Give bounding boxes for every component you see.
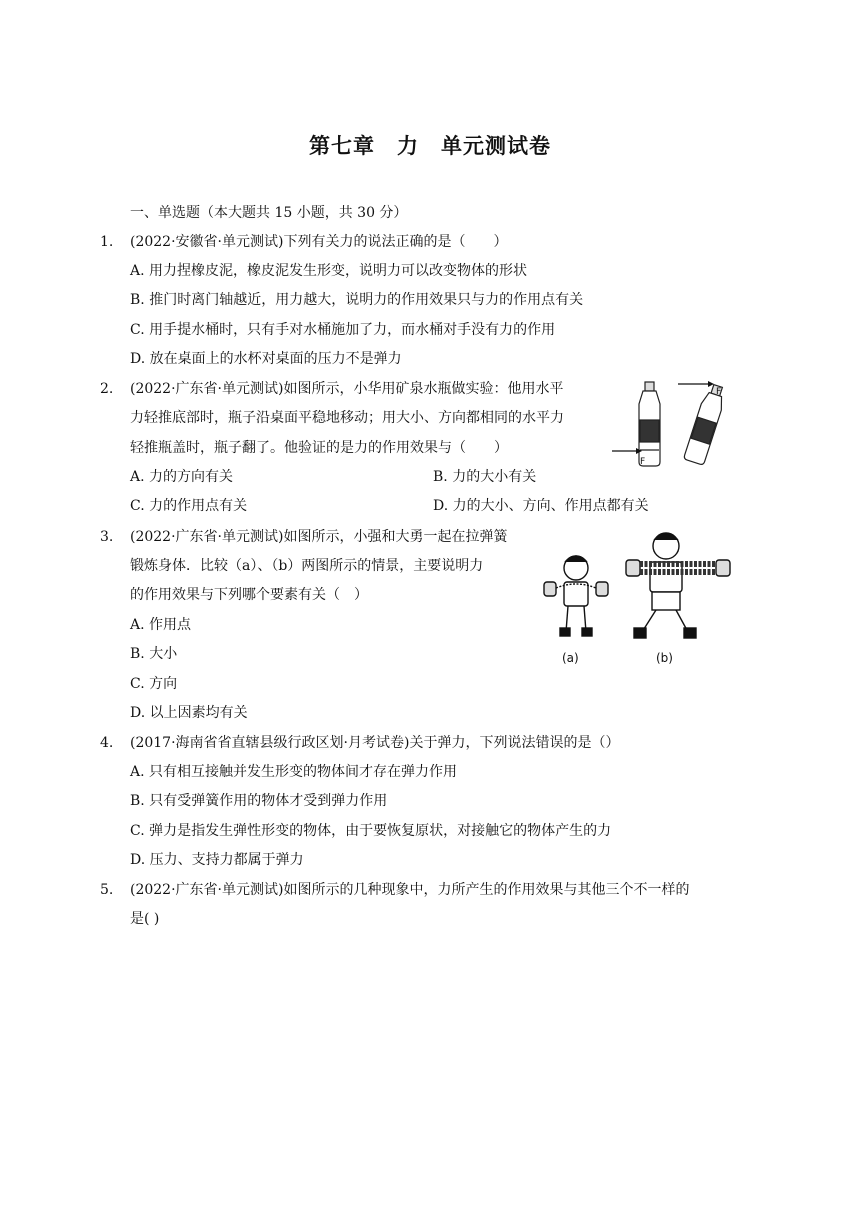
force-label-bottom: F xyxy=(640,457,646,467)
q1-stem: (2022·安徽省·单元测试)下列有关力的说法正确的是（ ） xyxy=(130,234,508,250)
q2-number: 2. xyxy=(100,381,114,397)
q4-option-c: C. 弹力是指发生弹性形变的物体，由于要恢复原状，对接触它的物体产生的力 xyxy=(130,823,612,839)
q3-stem-line1: (2022·广东省·单元测试)如图所示，小强和大勇一起在拉弹簧 xyxy=(130,529,508,545)
q2-stem-line3: 轻推瓶盖时，瓶子翻了。他验证的是力的作用效果与（ ） xyxy=(130,440,508,456)
section-heading: 一、单选题（本大题共 15 小题，共 30 分） xyxy=(130,205,408,221)
force-label-top: F xyxy=(716,387,722,397)
q3-stem-line2: 锻炼身体．比较（a）、（b）两图所示的情景，主要说明力 xyxy=(130,558,484,574)
q3-option-c: C. 方向 xyxy=(130,676,178,692)
q1-option-b: B. 推门时离门轴越近，用力越大，说明力的作用效果只与力的作用点有关 xyxy=(130,292,584,308)
tilted-bottle-image xyxy=(683,383,728,466)
q1-option-a: A. 用力捏橡皮泥，橡皮泥发生形变，说明力可以改变物体的形状 xyxy=(130,263,528,279)
bottle-figure xyxy=(610,378,735,470)
q3-option-d: D. 以上因素均有关 xyxy=(130,705,248,721)
q2-option-b: B. 力的大小有关 xyxy=(433,469,537,485)
q4-option-a: A. 只有相互接触并发生形变的物体间才存在弹力作用 xyxy=(130,764,458,780)
q3-number: 3. xyxy=(100,529,114,545)
q3-option-a: A. 作用点 xyxy=(130,617,192,633)
q1-option-d: D. 放在桌面上的水杯对桌面的压力不是弹力 xyxy=(130,351,402,367)
q1-number: 1. xyxy=(100,234,114,250)
figure-a-label: (a) xyxy=(562,651,579,665)
q3-option-b: B. 大小 xyxy=(130,646,178,662)
q1-option-c: C. 用手提水桶时，只有手对水桶施加了力，而水桶对手没有力的作用 xyxy=(130,322,556,338)
boy-b-image xyxy=(626,533,730,638)
q5-stem-line2: 是( ) xyxy=(130,911,160,927)
spring-exercise-figure xyxy=(538,528,738,670)
q4-number: 4. xyxy=(100,735,114,751)
q2-option-c: C. 力的作用点有关 xyxy=(130,498,248,514)
q5-stem-line1: (2022·广东省·单元测试)如图所示的几种现象中，力所产生的作用效果与其他三个不一样的 xyxy=(130,882,690,898)
q4-option-b: B. 只有受弹簧作用的物体才受到弹力作用 xyxy=(130,793,388,809)
q4-option-d: D. 压力、支持力都属于弹力 xyxy=(130,852,304,868)
upright-bottle-image xyxy=(639,382,660,466)
q2-stem-line1: (2022·广东省·单元测试)如图所示，小华用矿泉水瓶做实验：他用水平 xyxy=(130,381,564,397)
q2-stem-line2: 力轻推底部时，瓶子沿桌面平稳地移动；用大小、方向都相同的水平力 xyxy=(130,410,564,426)
page-title: 第七章 力 单元测试卷 xyxy=(309,134,551,158)
q3-stem-line3: 的作用效果与下列哪个要素有关（ ） xyxy=(130,587,368,603)
q4-stem: (2017·海南省省直辖县级行政区划·月考试卷)关于弹力，下列说法错误的是（） xyxy=(130,735,620,751)
figure-b-label: (b) xyxy=(656,651,673,665)
q5-number: 5. xyxy=(100,882,114,898)
boy-a-image xyxy=(544,556,608,636)
q2-option-a: A. 力的方向有关 xyxy=(130,469,234,485)
q2-option-d: D. 力的大小、方向、作用点都有关 xyxy=(433,498,649,514)
